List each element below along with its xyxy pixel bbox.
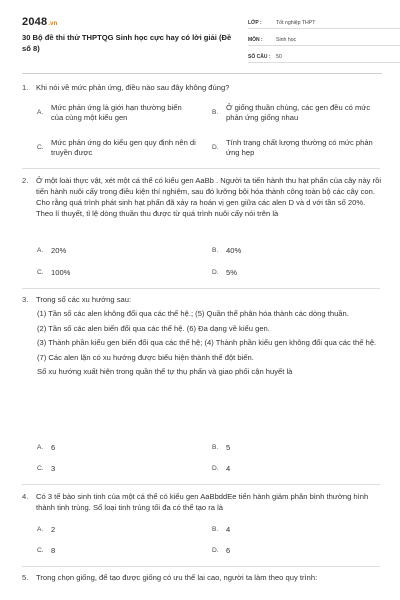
answer-option-a[interactable]: [37, 525, 55, 535]
question-divider: [22, 168, 380, 169]
statement-list: [22, 309, 382, 378]
answer-option-a[interactable]: [37, 246, 66, 256]
meta-value: Tốt nghiệp THPT: [276, 20, 316, 26]
meta-row-question-count: [248, 48, 400, 63]
meta-row-class: [248, 14, 400, 29]
answer-text: 3: [51, 464, 56, 473]
site-logo[interactable]: [22, 16, 58, 28]
answer-option-c[interactable]: [37, 464, 55, 474]
question-number: 3.: [22, 295, 29, 304]
question-number: 2.: [22, 176, 29, 185]
question-3: [22, 294, 382, 378]
document-title: 30 Bộ đề thi thử THPTQG Sinh học cực hay có lời giải (Đề số 8): [22, 33, 232, 53]
question-5: [22, 572, 382, 583]
answer-letter: C.: [37, 547, 44, 554]
question-1: [22, 82, 382, 93]
answer-option-a[interactable]: [37, 443, 55, 453]
answer-option-c[interactable]: [37, 546, 55, 556]
statement-item: Số xu hướng xuất hiện trong quần thể tự thụ phấn và giao phối cận huyết là: [37, 367, 293, 376]
answer-text: 40%: [226, 246, 242, 255]
answer-option-d[interactable]: [212, 268, 237, 278]
answer-letter: A.: [37, 526, 44, 533]
logo-text: 2048: [22, 16, 48, 28]
answer-option-a[interactable]: [37, 103, 197, 123]
question-divider: [22, 288, 380, 289]
question-2: [22, 175, 382, 219]
answer-option-b[interactable]: [212, 525, 230, 535]
question-text: Có 3 tế bào sinh tinh của một cá thể có kiểu gen AaBbddEe tiến hành giảm phân bình thường hình thành tinh trùng. Số loại tinh trùng tối đa có thể tạo ra là: [36, 492, 369, 512]
answer-option-d[interactable]: [212, 546, 230, 556]
answer-letter: A.: [37, 109, 44, 116]
question-number: 5.: [22, 573, 29, 582]
document-header: [22, 0, 382, 74]
answer-letter: B.: [212, 247, 219, 254]
answer-letter: D.: [212, 547, 219, 554]
answer-text: Mức phản ứng là giới hạn thường biến của cùng một kiểu gen: [51, 103, 182, 122]
meta-value: 50: [276, 54, 282, 60]
answer-text: 6: [51, 443, 56, 452]
answer-text: 4: [226, 464, 231, 473]
answer-letter: B.: [212, 444, 219, 451]
answer-letter: D.: [212, 144, 219, 151]
answer-letter: A.: [37, 444, 44, 451]
question-text: Trong số các xu hướng sau:: [36, 295, 132, 304]
meta-label: SỐ CÂU :: [248, 54, 271, 60]
answer-text: 2: [51, 525, 56, 534]
statement-item: (7) Các alen lặn có xu hướng được biểu hiện thành thể đột biến.: [37, 352, 254, 362]
answer-text: Ở giống thuần chủng, các gen đều có mức phản ứng giống nhau: [226, 103, 371, 122]
answer-text: Mức phản ứng do kiểu gen quy định nên di truyền được: [51, 138, 196, 157]
answer-letter: C.: [37, 144, 44, 151]
answer-text: Tính trạng chất lượng thường có mức phản ứng hẹp: [226, 138, 373, 157]
logo-suffix: .vn: [48, 21, 58, 27]
answer-text: 5%: [226, 268, 237, 277]
answer-letter: D.: [212, 269, 219, 276]
statement-item: (3) Thành phần kiểu gen biến đổi qua các thế hệ; (4) Thành phần kiểu gen không đổi qua các thế hệ.: [37, 338, 377, 347]
answer-option-b[interactable]: [212, 103, 380, 123]
answer-option-b[interactable]: [212, 246, 241, 256]
answer-option-d[interactable]: [212, 138, 380, 158]
meta-value: Sinh học: [276, 37, 297, 43]
answer-letter: C.: [37, 465, 44, 472]
answer-letter: B.: [212, 109, 219, 116]
meta-row-subject: [248, 31, 400, 46]
question-text: Khi nói về mức phản ứng, điều nào sau đây không đúng?: [36, 83, 230, 92]
question-number: 4.: [22, 492, 29, 501]
answer-text: 8: [51, 546, 56, 555]
answer-text: 100%: [51, 268, 71, 277]
answer-option-c[interactable]: [37, 138, 197, 158]
statement-item: (1) Tần số các alen không đổi qua các thế hệ.; (5) Quần thể phân hóa thành các dòng thuần.: [37, 309, 349, 318]
question-4: [22, 491, 382, 513]
question-divider: [22, 566, 380, 567]
answer-text: 20%: [51, 246, 67, 255]
answer-option-d[interactable]: [212, 464, 230, 474]
answer-text: 5: [226, 443, 231, 452]
question-divider: [22, 484, 380, 485]
question-text: Trong chọn giống, để tạo được giống có ưu thế lai cao, người ta làm theo quy trình:: [36, 573, 318, 582]
answer-letter: D.: [212, 465, 219, 472]
statement-item: (2) Tần số các alen biến đổi qua các thế hệ. (6) Đa dạng về kiểu gen.: [37, 323, 270, 333]
answer-text: 4: [226, 525, 231, 534]
document-meta: [248, 14, 400, 65]
question-number: 1.: [22, 83, 29, 92]
answer-letter: A.: [37, 247, 44, 254]
meta-label: MÔN :: [248, 37, 263, 43]
answer-letter: C.: [37, 269, 44, 276]
answer-option-b[interactable]: [212, 443, 230, 453]
answer-letter: B.: [212, 526, 219, 533]
answer-option-c[interactable]: [37, 268, 70, 278]
answer-text: 6: [226, 546, 231, 555]
meta-label: LỚP :: [248, 20, 262, 26]
question-text: Ở một loài thực vật, xét một cá thể có kiểu gen AaBb . Người ta tiến hành thu hạt phấn của cây này rồi tiến hành nuôi cấy trong điều kiện thí nghiệm, sau đó lưỡng bội hóa thành công toàn bộ các cây con. Cho rằng quá trình phát sinh hạt phấn đã xảy ra hoán vị gen giữa các alen D và d với tần số 20%. Theo lí thuyết, tỉ lệ dòng thuần thu được từ quá trình nuôi cấy nói trên là: [36, 176, 382, 218]
